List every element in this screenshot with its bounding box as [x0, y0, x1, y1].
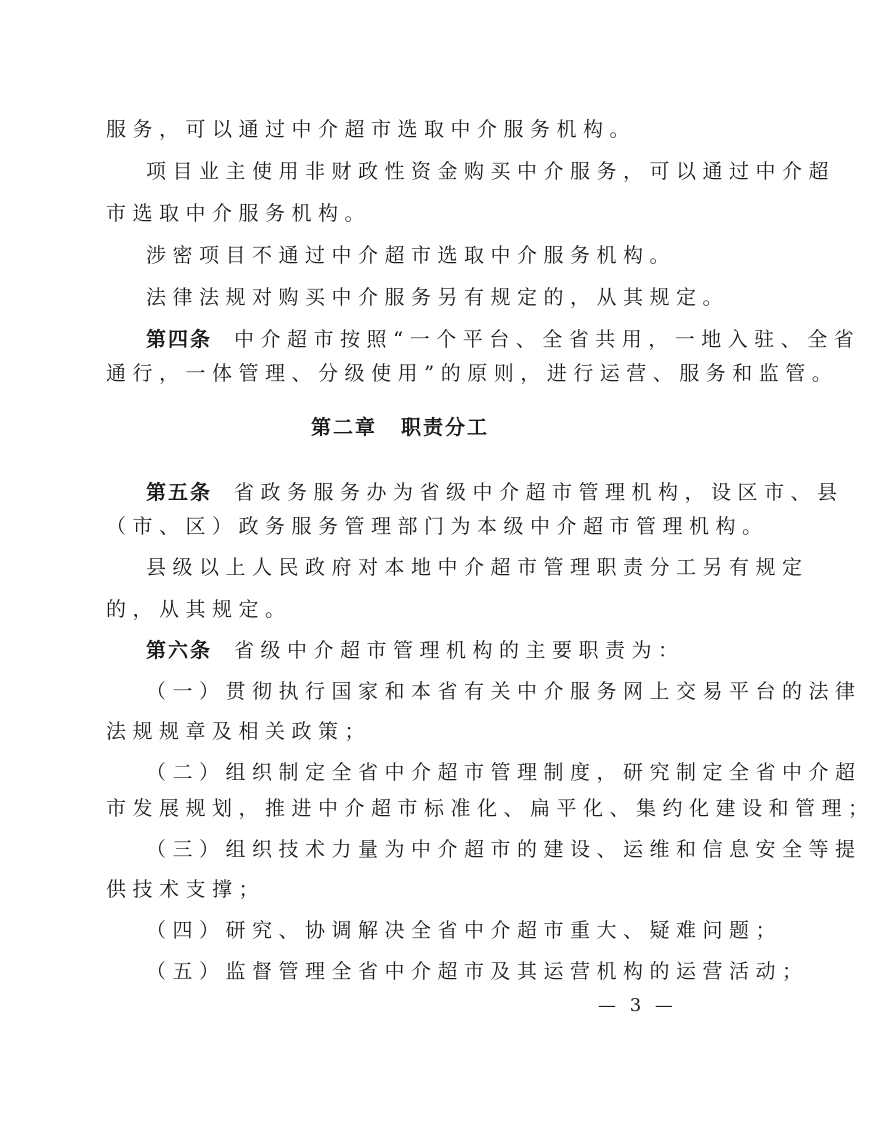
text-line: 服务，可以通过中介超市选取中介服务机构。 — [106, 117, 636, 141]
chapter-heading — [0, 413, 800, 441]
text-line: 通行，一体管理、分级使用”的原则，进行运营、服务和监管。 — [106, 361, 839, 385]
list-item: 市发展规划，推进中介超市标准化、扁平化、集约化建设和管理； — [106, 796, 875, 820]
article-text: 省政务服务办为省级中介超市管理机构，设区市、县 — [234, 480, 844, 504]
text-line: 法律法规对购买中介服务另有规定的，从其规定。 — [146, 285, 729, 309]
article-4-line — [146, 325, 861, 353]
list-item: 供技术支撑； — [106, 877, 265, 901]
article-5-line — [146, 478, 844, 506]
text-line: 县级以上人民政府对本地中介超市管理职责分工另有规定 — [146, 555, 809, 579]
chapter-title: 职责分工 — [401, 415, 489, 439]
list-item: （三）组织技术力量为中介超市的建设、运维和信息安全等提 — [146, 837, 862, 861]
page-number: — 3 — — [598, 995, 677, 1016]
article-label: 第五条 — [146, 480, 212, 504]
article-6-line — [146, 636, 694, 664]
list-item: （二）组织制定全省中介超市管理制度，研究制定全省中介超 — [146, 760, 862, 784]
chapter-number: 第二章 — [311, 415, 377, 439]
list-item: （四）研究、协调解决全省中介超市重大、疑难问题； — [146, 918, 782, 942]
list-item: （五）监督管理全省中介超市及其运营机构的运营活动； — [146, 959, 809, 983]
text-line: 涉密项目不通过中介超市选取中介服务机构。 — [146, 243, 676, 267]
article-text: 省级中介超市管理机构的主要职责为： — [234, 638, 685, 662]
article-text: 中介超市按照“一个平台、全省共用，一地入驻、全省 — [234, 327, 861, 351]
list-item: 法规规章及相关政策； — [106, 719, 371, 743]
text-line: 的，从其规定。 — [106, 597, 292, 621]
text-line: （市、区）政务服务管理部门为本级中介超市管理机构。 — [106, 514, 769, 538]
text-line: 项目业主使用非财政性资金购买中介服务，可以通过中介超 — [146, 159, 835, 183]
article-label: 第六条 — [146, 638, 212, 662]
list-item: （一）贯彻执行国家和本省有关中介服务网上交易平台的法律 — [146, 679, 862, 703]
text-line: 市选取中介服务机构。 — [106, 201, 371, 225]
article-label: 第四条 — [146, 327, 212, 351]
